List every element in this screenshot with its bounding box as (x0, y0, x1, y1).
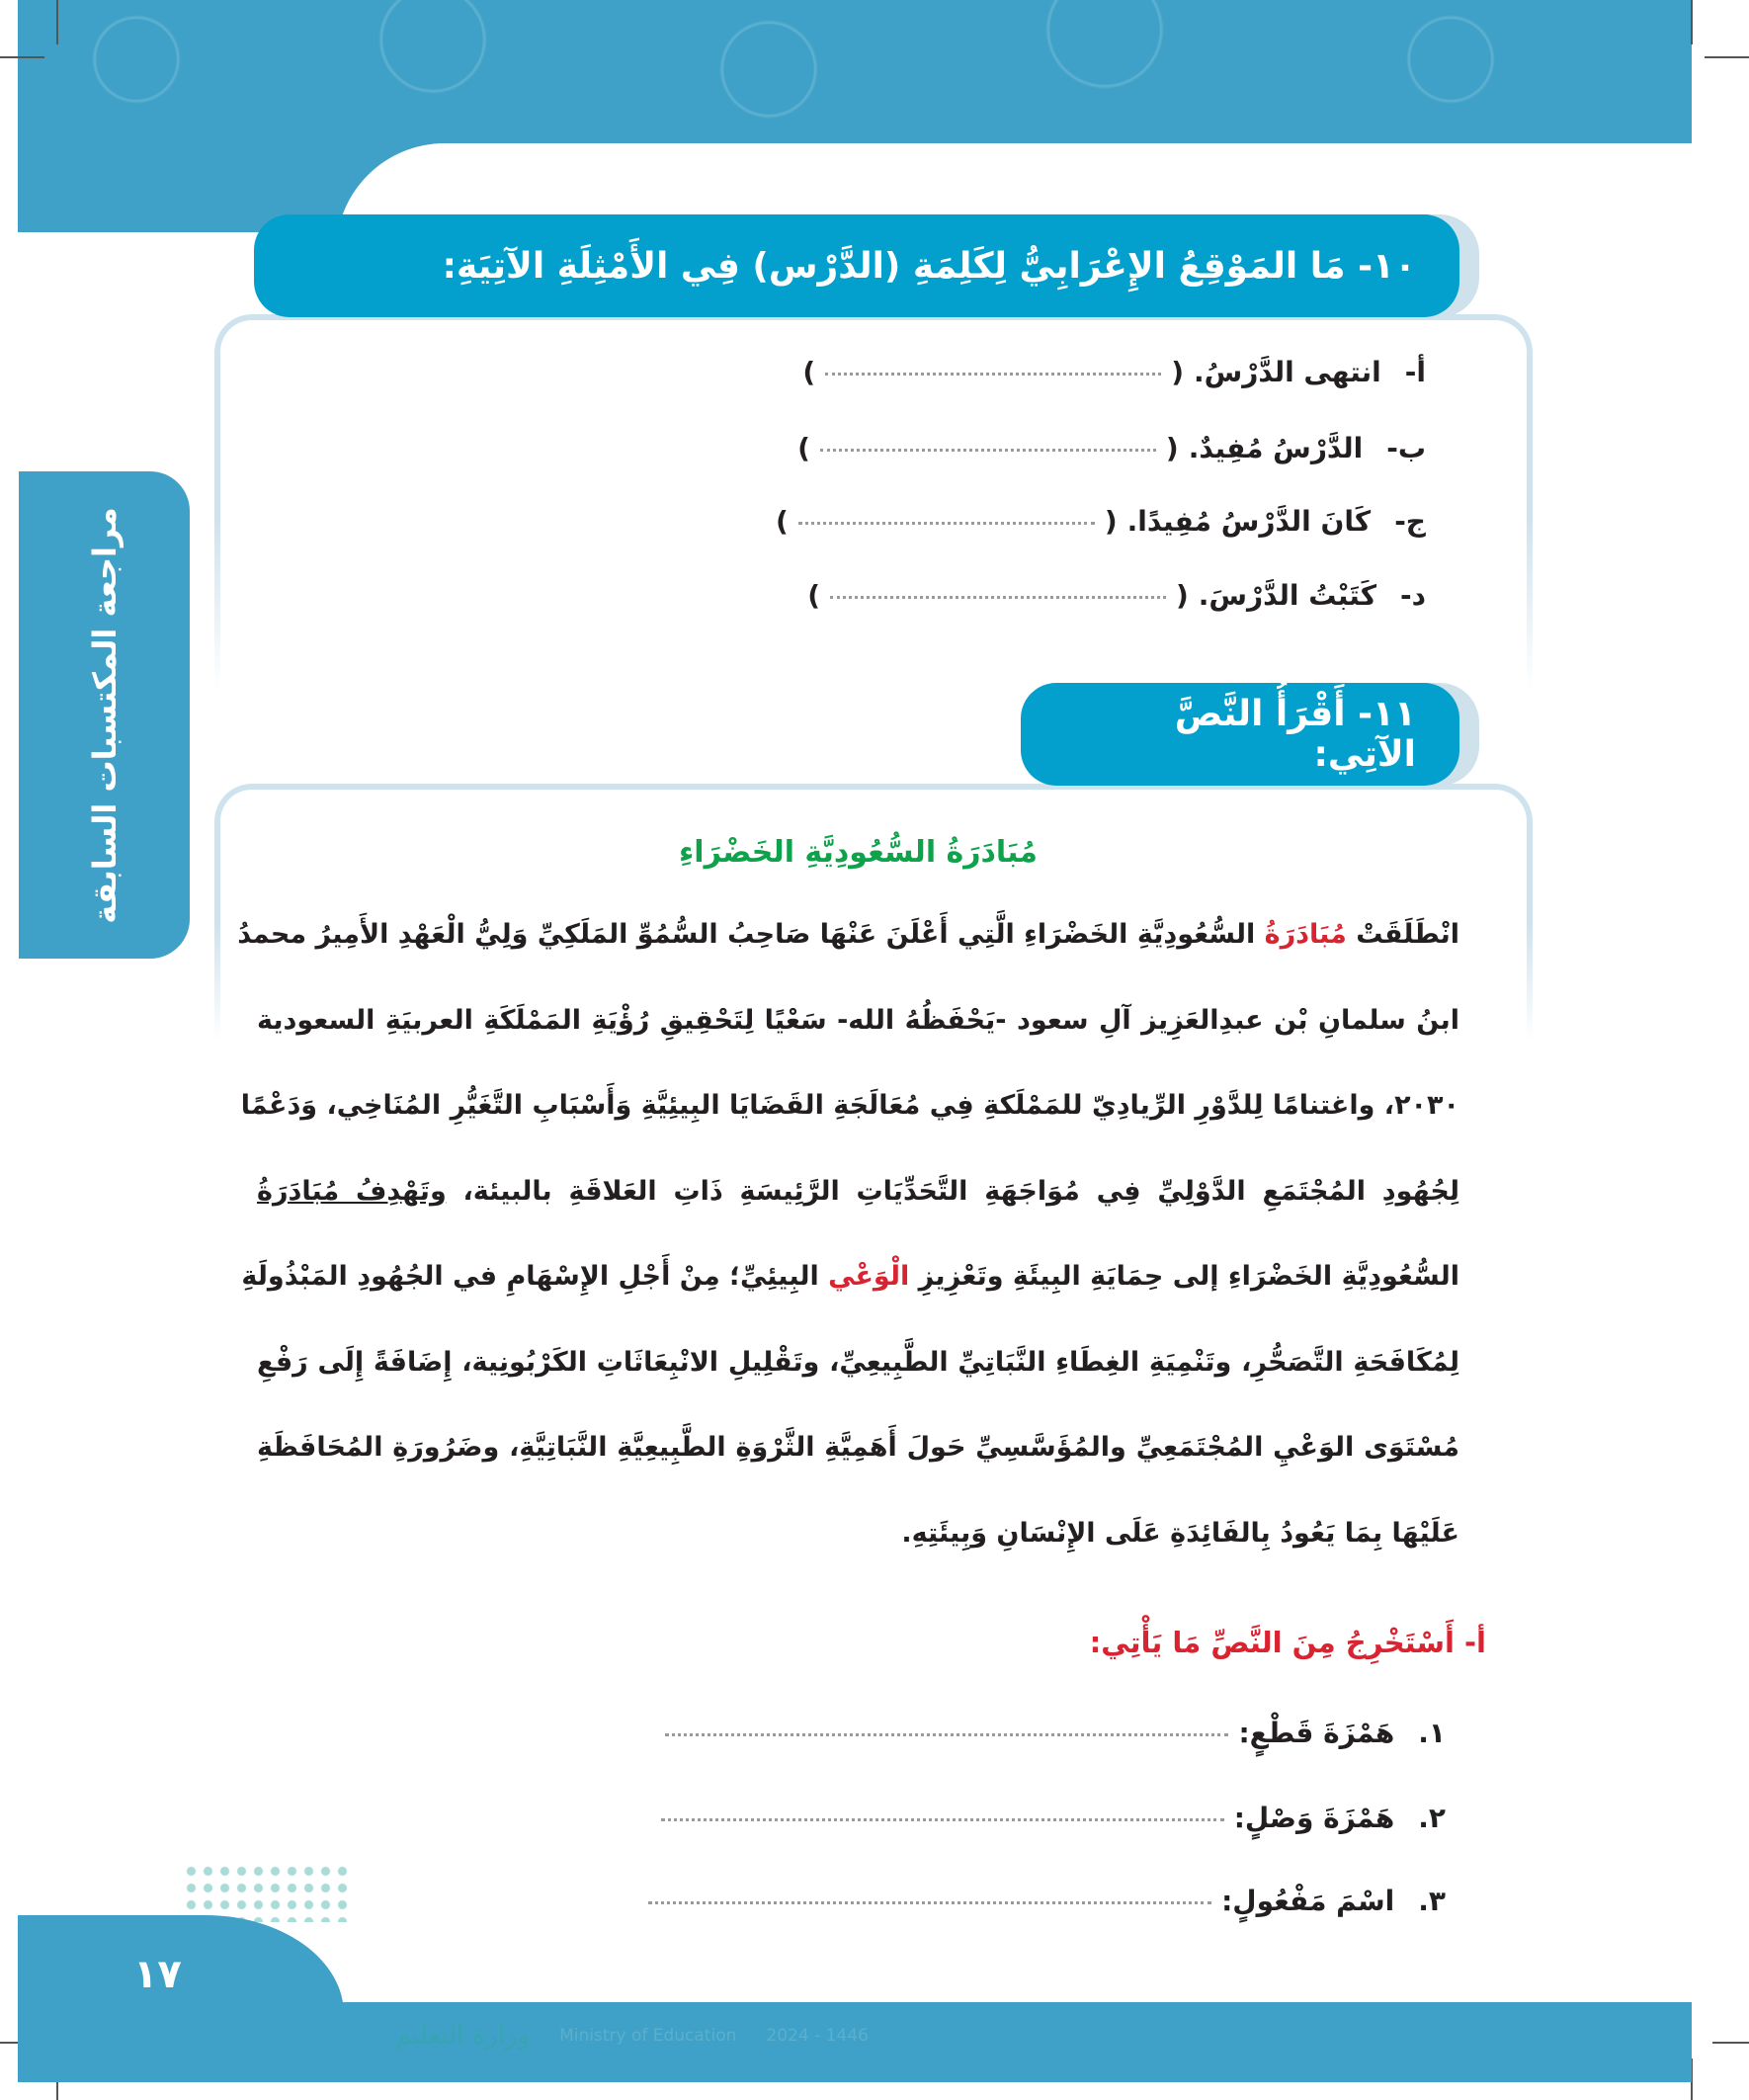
underlined-phrase: وتَهْدِفُ مُبَادَرَةُ (257, 1175, 447, 1207)
item-label: د- (1400, 579, 1426, 612)
ministry-logo-icon (183, 1863, 351, 1922)
q10-item (802, 356, 1426, 388)
passage-title: مُبَادَرَةُ السُّعُودِيَّةِ الخَضْرَاءِ (678, 835, 1039, 870)
sub-question-a: أ- أَسْتَخْرِجُ مِنَ النَّصِّ مَا يَأْتِي: (1089, 1626, 1486, 1659)
passage-text: مُسْتَوَى الوَعْيِ المُجْتَمَعِيِّ والمُؤَسَّسِيِّ حَولَ أَهَمِيَّةِ الثَّرْوَةِ الطَّبِيعِيَّةِ النَّبَاتِيَّةِ، وضَرُورَةِ المُحَافَظَةِ (257, 1432, 1459, 1463)
open-paren: ( (1175, 579, 1189, 612)
answer-blank[interactable] (820, 449, 1156, 452)
answer-blank[interactable] (648, 1901, 1211, 1904)
ministry-logo-en: Ministry of Education (559, 2026, 737, 2046)
q11-header (1021, 683, 1459, 786)
crop-mark (56, 0, 58, 44)
open-paren: ( (1171, 356, 1184, 388)
q10-title: ١٠- مَا المَوْقِعُ الإِعْرَابِيُّ لِكَلِمَةِ (الدَّرْس) فِي الأَمْثِلَةِ الآتِيَةِ: (442, 245, 1416, 287)
crop-mark (0, 56, 44, 58)
close-paren: ) (802, 356, 816, 388)
item-sentence: كَانَ الدَّرْسُ مُفِيدًا. (1126, 505, 1372, 538)
open-paren: ( (1104, 505, 1118, 538)
item-label: ب- (1386, 432, 1426, 464)
close-paren: ) (807, 579, 820, 612)
passage-text: انْطَلَقَتْ (1346, 919, 1459, 950)
item-label: هَمْزَةَ قَطْعٍ: (1238, 1717, 1395, 1749)
q11-frame (214, 784, 1533, 1041)
passage-line (257, 1005, 1459, 1036)
page-number: ١٧ (133, 1952, 182, 1997)
passage-text: عَلَيْهَا بِمَا يَعُودُ بِالفَائِدَةِ عَلَى الإِنْسَانِ وَبِيئَتِهِ. (901, 1517, 1459, 1549)
highlighted-word: مُبَادَرَةُ (1264, 919, 1347, 950)
item-sentence: انتهى الدَّرْسُ. (1194, 356, 1381, 388)
highlighted-word: الْوَعْي (828, 1261, 910, 1292)
passage-line (237, 919, 1459, 950)
extract-item (661, 1802, 1446, 1834)
item-label: هَمْزَةَ وَصْلٍ: (1233, 1802, 1395, 1834)
ministry-logo-ar: وزارة التعليم (395, 2021, 531, 2051)
passage-text: لِمُكَافَحَةِ التَّصَحُّرِ، وتَنْمِيَةِ الغِطَاءِ النَّبَاتِيِّ الطَّبِيعِيِّ، وتَقْلِيلِ الانْبِعَاثَاتِ الكَرْبُونِية، إِضَافَةً إِلَى رَفْعِ (257, 1346, 1459, 1378)
item-label: اسْمَ مَفْعُولٍ: (1221, 1885, 1395, 1917)
passage-text: السُّعُودِيَّةِ الخَضْرَاءِ إلى حِمَايَةِ البِيئَةِ وتَعْزِيزِ (909, 1261, 1459, 1292)
passage-line (257, 1432, 1459, 1463)
passage-line (241, 1261, 1459, 1292)
q10-item (807, 579, 1426, 612)
crop-mark (1705, 56, 1749, 58)
close-paren: ) (797, 432, 810, 464)
item-number: ١. (1418, 1717, 1446, 1749)
passage-line (257, 1518, 1459, 1549)
passage-text: السُّعُودِيَّةِ الخَضْرَاءِ الَّتِي أَعْلَنَ عَنْهَا صَاحِبُ السُّمُوِّ المَلَكِيِّ وَلِيُّ الْعَهْدِ الأَمِيرُ محمدُ (237, 919, 1265, 950)
passage-line (240, 1090, 1459, 1121)
open-paren: ( (1165, 432, 1179, 464)
answer-blank[interactable] (830, 596, 1166, 599)
passage-line (257, 1176, 1459, 1207)
q10-item (797, 432, 1426, 464)
answer-blank[interactable] (661, 1818, 1224, 1821)
crop-mark (1712, 2042, 1749, 2044)
side-tab (19, 471, 190, 959)
item-sentence: كَتَبْتُ الدَّرْسَ. (1198, 579, 1376, 612)
extract-item (648, 1885, 1446, 1917)
passage-text: ابنُ سلمانِ بْن عبدِالعَزِيز آلِ سعود -يَحْفَظُهُ الله- سَعْيًا لِتَحْقِيقِ رُؤْيَةِ المَمْلَكَةِ العربيَةِ السعودية (257, 1004, 1459, 1036)
q11-title: ١١- أَقْرَأُ النَّصَّ الآتِي: (1174, 694, 1416, 775)
passage-line (257, 1347, 1459, 1378)
ministry-logo-year: 2024 - 1446 (766, 2026, 869, 2046)
ministry-logo-text (395, 2021, 869, 2051)
item-label: ج- (1394, 505, 1426, 538)
item-number: ٢. (1418, 1802, 1446, 1834)
crop-mark (1691, 0, 1693, 44)
item-number: ٣. (1418, 1885, 1446, 1917)
close-paren: ) (776, 505, 789, 538)
passage-text: البِيئِيِّ؛ مِنْ أَجْلِ الإِسْهَامِ في الجُهُودِ المَبْذُولَةِ (241, 1261, 829, 1292)
extract-item (665, 1717, 1446, 1749)
q10-item (776, 505, 1426, 538)
side-tab-label: مراجعة المكتسبات السابقة (85, 506, 124, 924)
passage-text: ٢٠٣٠، واغتنامًا لِلدَّوْرِ الرِّيادِيّ للمَمْلَكةِ فِي مُعَالَجَةِ القَضَايَا البِيئِيَّةِ وَأَسْبَابِ التَّغَيُّرِ المُنَاخِي، وَدَعْمًا (240, 1090, 1459, 1121)
answer-blank[interactable] (825, 373, 1161, 376)
passage-text: لِجُهُودِ المُجْتَمَعِ الدَّوْلِيِّ فِي مُوَاجَهَةِ التَّحَدِّيَاتِ الرَّئِيسَةِ ذَاتِ العَلاقَةِ بالبيئة، (446, 1175, 1459, 1207)
answer-blank[interactable] (665, 1733, 1228, 1736)
answer-blank[interactable] (798, 522, 1095, 525)
item-label: أ- (1404, 356, 1426, 388)
q10-header (254, 214, 1459, 317)
item-sentence: الدَّرْسُ مُفِيدٌ. (1188, 432, 1364, 464)
